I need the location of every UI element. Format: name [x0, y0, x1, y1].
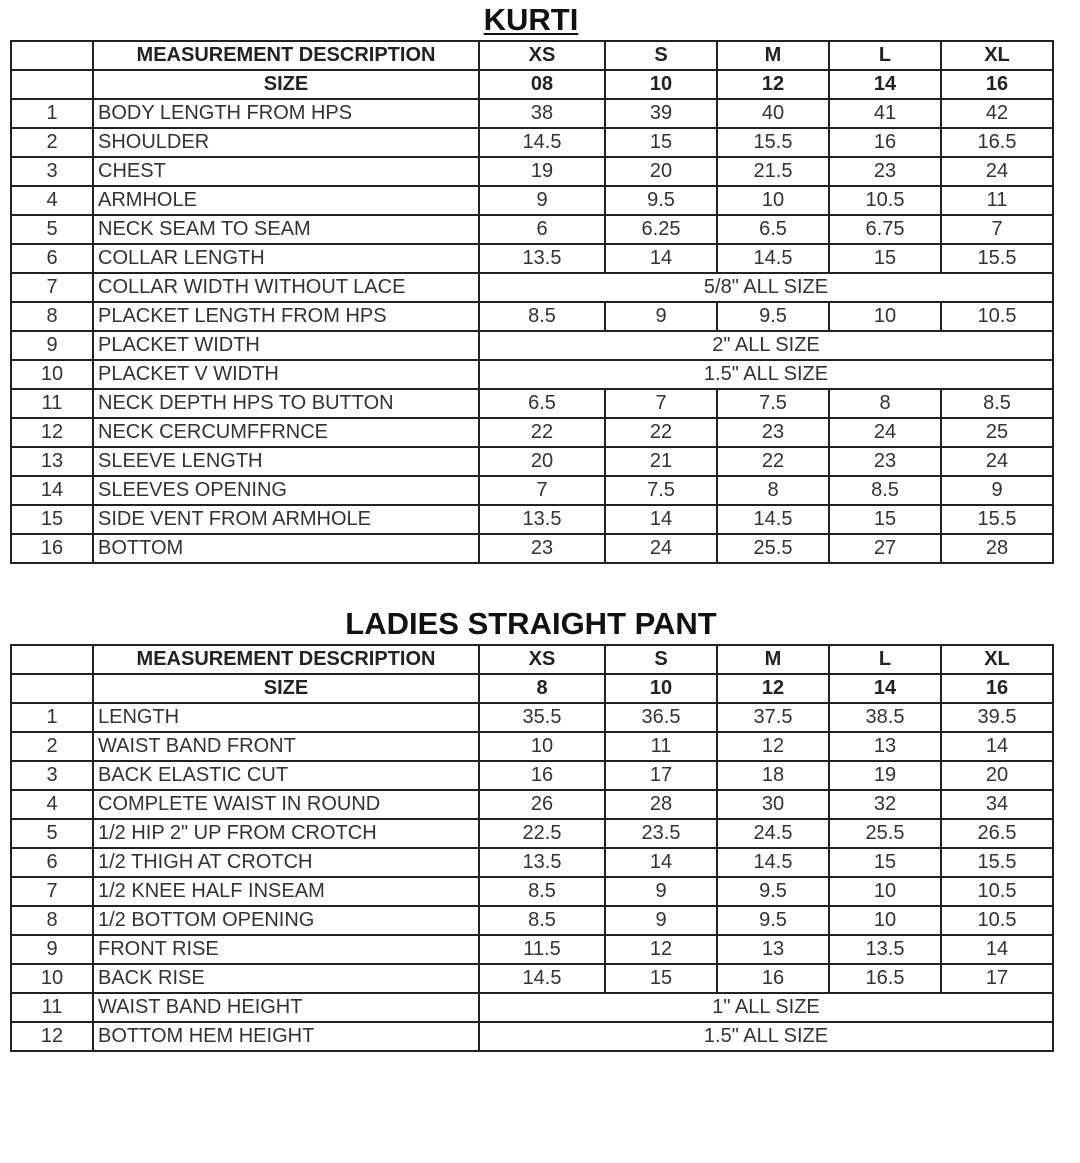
measurement-description: NECK DEPTH HPS TO BUTTON — [93, 389, 479, 418]
measurement-value: 6.5 — [717, 215, 829, 244]
row-number: 4 — [11, 790, 93, 819]
measurement-value: 38.5 — [829, 703, 941, 732]
measurement-value: 24 — [941, 157, 1053, 186]
table-row — [11, 703, 1053, 732]
size-name-header: XS — [479, 645, 605, 674]
table-row — [11, 790, 1053, 819]
measurement-value: 24.5 — [717, 819, 829, 848]
row-number: 4 — [11, 186, 93, 215]
table-row — [11, 819, 1053, 848]
measurement-value: 14 — [605, 244, 717, 273]
measurement-value: 8.5 — [941, 389, 1053, 418]
measurement-value: 10.5 — [941, 302, 1053, 331]
measurement-value: 18 — [717, 761, 829, 790]
size-spec-sheet — [10, 0, 1052, 1052]
measurement-value: 6.75 — [829, 215, 941, 244]
measurement-description: COMPLETE WAIST IN ROUND — [93, 790, 479, 819]
table-row — [11, 418, 1053, 447]
pant-table — [10, 644, 1054, 1052]
measurement-value: 8.5 — [479, 877, 605, 906]
measurement-value: 25.5 — [717, 534, 829, 563]
measurement-value: 9 — [479, 186, 605, 215]
measurement-description: 1/2 THIGH AT CROTCH — [93, 848, 479, 877]
measurement-description: FRONT RISE — [93, 935, 479, 964]
measurement-value: 15 — [829, 505, 941, 534]
measurement-description: PLACKET LENGTH FROM HPS — [93, 302, 479, 331]
table-row — [11, 389, 1053, 418]
table-row — [11, 128, 1053, 157]
measurement-description: CHEST — [93, 157, 479, 186]
measurement-value: 14.5 — [479, 964, 605, 993]
measurement-value: 27 — [829, 534, 941, 563]
measurement-value: 14 — [605, 848, 717, 877]
size-number-header: 14 — [829, 70, 941, 99]
measurement-value: 39 — [605, 99, 717, 128]
measurement-value: 16 — [829, 128, 941, 157]
measurement-value: 10.5 — [941, 877, 1053, 906]
table-row — [11, 302, 1053, 331]
size-label: SIZE — [93, 674, 479, 703]
measurement-description: WAIST BAND HEIGHT — [93, 993, 479, 1022]
table-row — [11, 993, 1053, 1022]
table-row — [11, 505, 1053, 534]
measurement-value: 21.5 — [717, 157, 829, 186]
measurement-value: 16.5 — [941, 128, 1053, 157]
measurement-value: 9.5 — [717, 906, 829, 935]
size-number-header: 12 — [717, 70, 829, 99]
measurement-description: PLACKET V WIDTH — [93, 360, 479, 389]
measurement-value: 11.5 — [479, 935, 605, 964]
measurement-value: 9 — [605, 906, 717, 935]
measurement-value: 30 — [717, 790, 829, 819]
measurement-value: 20 — [605, 157, 717, 186]
measurement-description: BACK RISE — [93, 964, 479, 993]
measurement-value: 25.5 — [829, 819, 941, 848]
size-number-row — [11, 70, 1053, 99]
measurement-value: 6.25 — [605, 215, 717, 244]
measurement-description: SIDE VENT FROM ARMHOLE — [93, 505, 479, 534]
measurement-value: 38 — [479, 99, 605, 128]
measurement-value: 22.5 — [479, 819, 605, 848]
all-size-value: 5/8" ALL SIZE — [479, 273, 1053, 302]
table-row — [11, 186, 1053, 215]
row-number: 8 — [11, 302, 93, 331]
measurement-value: 16 — [717, 964, 829, 993]
row-number: 5 — [11, 819, 93, 848]
size-number-header: 10 — [605, 70, 717, 99]
table-row — [11, 935, 1053, 964]
measurement-value: 40 — [717, 99, 829, 128]
size-number-row — [11, 674, 1053, 703]
measurement-value: 13 — [829, 732, 941, 761]
measurement-description-header: MEASUREMENT DESCRIPTION — [93, 645, 479, 674]
measurement-value: 17 — [941, 964, 1053, 993]
measurement-value: 9 — [605, 877, 717, 906]
size-number-header: 10 — [605, 674, 717, 703]
measurement-value: 19 — [479, 157, 605, 186]
table-row — [11, 534, 1053, 563]
measurement-value: 35.5 — [479, 703, 605, 732]
measurement-value: 36.5 — [605, 703, 717, 732]
size-number-header: 12 — [717, 674, 829, 703]
row-number: 3 — [11, 761, 93, 790]
measurement-value: 11 — [941, 186, 1053, 215]
measurement-value: 7.5 — [717, 389, 829, 418]
all-size-value: 1.5" ALL SIZE — [479, 1022, 1053, 1051]
measurement-value: 15.5 — [941, 505, 1053, 534]
measurement-value: 9 — [605, 302, 717, 331]
size-number-header: 16 — [941, 70, 1053, 99]
row-number: 7 — [11, 877, 93, 906]
measurement-value: 25 — [941, 418, 1053, 447]
measurement-value: 23 — [717, 418, 829, 447]
row-number: 13 — [11, 447, 93, 476]
table-row — [11, 331, 1053, 360]
measurement-value: 13.5 — [829, 935, 941, 964]
row-number: 11 — [11, 389, 93, 418]
measurement-value: 9.5 — [717, 877, 829, 906]
measurement-value: 8.5 — [479, 302, 605, 331]
measurement-value: 8.5 — [829, 476, 941, 505]
measurement-value: 26.5 — [941, 819, 1053, 848]
row-number: 1 — [11, 703, 93, 732]
measurement-description: NECK SEAM TO SEAM — [93, 215, 479, 244]
measurement-value: 32 — [829, 790, 941, 819]
row-number: 8 — [11, 906, 93, 935]
size-name-header: L — [829, 41, 941, 70]
size-name-header: S — [605, 41, 717, 70]
measurement-value: 34 — [941, 790, 1053, 819]
header-row — [11, 41, 1053, 70]
table-row — [11, 877, 1053, 906]
measurement-description-header: MEASUREMENT DESCRIPTION — [93, 41, 479, 70]
measurement-description: 1/2 BOTTOM OPENING — [93, 906, 479, 935]
measurement-description: BACK ELASTIC CUT — [93, 761, 479, 790]
measurement-value: 9.5 — [717, 302, 829, 331]
size-name-header: XL — [941, 41, 1053, 70]
pant-table-body — [11, 645, 1053, 1051]
size-name-header: S — [605, 645, 717, 674]
size-name-header: L — [829, 645, 941, 674]
row-number: 11 — [11, 993, 93, 1022]
row-number: 12 — [11, 418, 93, 447]
measurement-value: 10 — [829, 877, 941, 906]
measurement-value: 28 — [605, 790, 717, 819]
measurement-value: 15.5 — [941, 848, 1053, 877]
kurti-title-text: KURTI — [483, 2, 579, 37]
measurement-value: 14.5 — [717, 848, 829, 877]
row-number: 15 — [11, 505, 93, 534]
table-row — [11, 273, 1053, 302]
all-size-value: 1.5" ALL SIZE — [479, 360, 1053, 389]
measurement-value: 16 — [479, 761, 605, 790]
measurement-value: 16.5 — [829, 964, 941, 993]
measurement-value: 23.5 — [605, 819, 717, 848]
row-number-header — [11, 70, 93, 99]
measurement-description: BODY LENGTH FROM HPS — [93, 99, 479, 128]
measurement-value: 10.5 — [941, 906, 1053, 935]
header-row — [11, 645, 1053, 674]
measurement-value: 10.5 — [829, 186, 941, 215]
measurement-value: 23 — [829, 447, 941, 476]
table-row — [11, 848, 1053, 877]
measurement-description: COLLAR LENGTH — [93, 244, 479, 273]
table-row — [11, 476, 1053, 505]
table-row — [11, 447, 1053, 476]
measurement-value: 15 — [605, 128, 717, 157]
measurement-description: PLACKET WIDTH — [93, 331, 479, 360]
row-number-header — [11, 41, 93, 70]
row-number: 16 — [11, 534, 93, 563]
measurement-value: 39.5 — [941, 703, 1053, 732]
table-row — [11, 244, 1053, 273]
measurement-value: 13.5 — [479, 848, 605, 877]
table-row — [11, 157, 1053, 186]
measurement-value: 20 — [479, 447, 605, 476]
size-number-header: 8 — [479, 674, 605, 703]
measurement-description: SLEEVE LENGTH — [93, 447, 479, 476]
measurement-value: 8 — [829, 389, 941, 418]
measurement-value: 7 — [479, 476, 605, 505]
measurement-value: 7 — [605, 389, 717, 418]
measurement-description: LENGTH — [93, 703, 479, 732]
measurement-value: 15 — [829, 244, 941, 273]
measurement-value: 15 — [605, 964, 717, 993]
measurement-value: 15.5 — [941, 244, 1053, 273]
measurement-description: BOTTOM — [93, 534, 479, 563]
measurement-description: 1/2 KNEE HALF INSEAM — [93, 877, 479, 906]
measurement-value: 19 — [829, 761, 941, 790]
measurement-value: 22 — [717, 447, 829, 476]
measurement-value: 7 — [941, 215, 1053, 244]
measurement-value: 17 — [605, 761, 717, 790]
table-row — [11, 99, 1053, 128]
measurement-value: 15.5 — [717, 128, 829, 157]
row-number: 6 — [11, 244, 93, 273]
row-number: 12 — [11, 1022, 93, 1051]
all-size-value: 2" ALL SIZE — [479, 331, 1053, 360]
measurement-value: 23 — [829, 157, 941, 186]
row-number: 1 — [11, 99, 93, 128]
measurement-value: 24 — [829, 418, 941, 447]
measurement-value: 12 — [717, 732, 829, 761]
measurement-description: COLLAR WIDTH WITHOUT LACE — [93, 273, 479, 302]
measurement-value: 24 — [605, 534, 717, 563]
row-number: 10 — [11, 360, 93, 389]
size-number-header: 08 — [479, 70, 605, 99]
measurement-description: SLEEVES OPENING — [93, 476, 479, 505]
table-row — [11, 906, 1053, 935]
measurement-value: 26 — [479, 790, 605, 819]
size-name-header: M — [717, 41, 829, 70]
measurement-description: ARMHOLE — [93, 186, 479, 215]
row-number: 2 — [11, 128, 93, 157]
table-row — [11, 360, 1053, 389]
measurement-value: 28 — [941, 534, 1053, 563]
measurement-value: 10 — [829, 906, 941, 935]
row-number: 3 — [11, 157, 93, 186]
row-number: 2 — [11, 732, 93, 761]
row-number: 14 — [11, 476, 93, 505]
measurement-value: 22 — [605, 418, 717, 447]
measurement-value: 15 — [829, 848, 941, 877]
measurement-value: 13 — [717, 935, 829, 964]
measurement-value: 42 — [941, 99, 1053, 128]
row-number-header — [11, 674, 93, 703]
row-number: 9 — [11, 331, 93, 360]
measurement-value: 6.5 — [479, 389, 605, 418]
measurement-value: 8 — [717, 476, 829, 505]
measurement-value: 14 — [941, 732, 1053, 761]
size-number-header: 16 — [941, 674, 1053, 703]
measurement-value: 14.5 — [479, 128, 605, 157]
measurement-value: 14 — [941, 935, 1053, 964]
measurement-value: 10 — [829, 302, 941, 331]
size-label: SIZE — [93, 70, 479, 99]
measurement-description: SHOULDER — [93, 128, 479, 157]
table-row — [11, 964, 1053, 993]
measurement-value: 24 — [941, 447, 1053, 476]
measurement-value: 14 — [605, 505, 717, 534]
table-row — [11, 761, 1053, 790]
kurti-table — [10, 40, 1054, 564]
measurement-value: 13.5 — [479, 244, 605, 273]
measurement-description: 1/2 HIP 2" UP FROM CROTCH — [93, 819, 479, 848]
measurement-value: 21 — [605, 447, 717, 476]
size-name-header: XL — [941, 645, 1053, 674]
measurement-description: NECK CERCUMFFRNCE — [93, 418, 479, 447]
measurement-description: WAIST BAND FRONT — [93, 732, 479, 761]
measurement-description: BOTTOM HEM HEIGHT — [93, 1022, 479, 1051]
measurement-value: 20 — [941, 761, 1053, 790]
measurement-value: 22 — [479, 418, 605, 447]
size-name-header: M — [717, 645, 829, 674]
size-number-header: 14 — [829, 674, 941, 703]
measurement-value: 7.5 — [605, 476, 717, 505]
pant-title: LADIES STRAIGHT PANT — [345, 606, 717, 641]
table-row — [11, 215, 1053, 244]
measurement-value: 23 — [479, 534, 605, 563]
measurement-value: 11 — [605, 732, 717, 761]
size-name-header: XS — [479, 41, 605, 70]
row-number-header — [11, 645, 93, 674]
measurement-value: 41 — [829, 99, 941, 128]
measurement-value: 9.5 — [605, 186, 717, 215]
measurement-value: 10 — [717, 186, 829, 215]
measurement-value: 37.5 — [717, 703, 829, 732]
row-number: 9 — [11, 935, 93, 964]
measurement-value: 13.5 — [479, 505, 605, 534]
measurement-value: 14.5 — [717, 505, 829, 534]
kurti-table-body — [11, 41, 1053, 563]
measurement-value: 9 — [941, 476, 1053, 505]
row-number: 10 — [11, 964, 93, 993]
measurement-value: 6 — [479, 215, 605, 244]
table-row — [11, 1022, 1053, 1051]
measurement-value: 14.5 — [717, 244, 829, 273]
measurement-value: 8.5 — [479, 906, 605, 935]
all-size-value: 1" ALL SIZE — [479, 993, 1053, 1022]
measurement-value: 12 — [605, 935, 717, 964]
row-number: 6 — [11, 848, 93, 877]
row-number: 5 — [11, 215, 93, 244]
kurti-title — [10, 0, 1052, 40]
row-number: 7 — [11, 273, 93, 302]
table-row — [11, 732, 1053, 761]
measurement-value: 10 — [479, 732, 605, 761]
